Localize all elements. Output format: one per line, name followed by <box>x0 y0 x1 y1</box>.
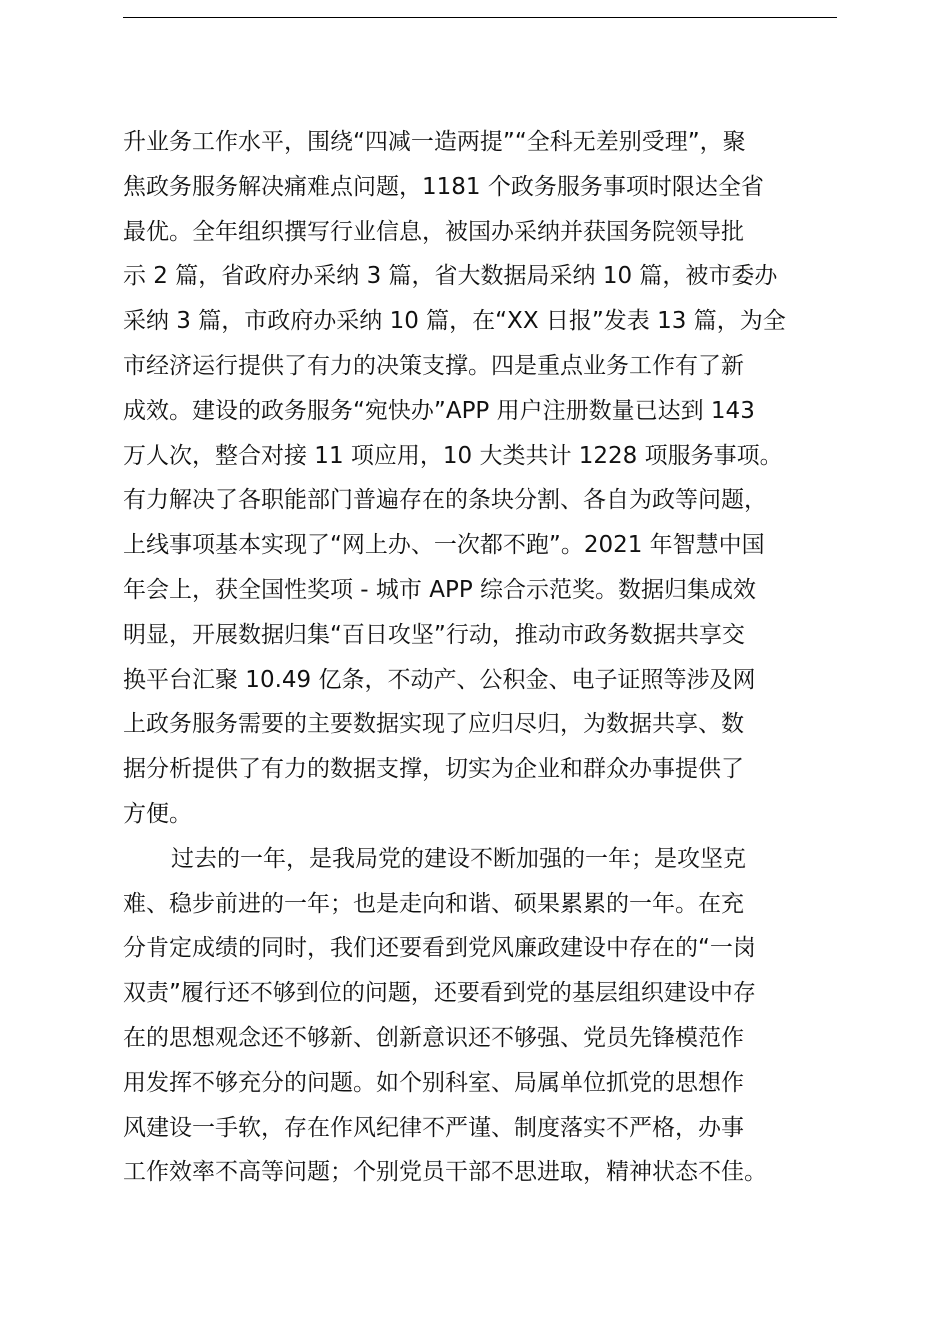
text-line: 换平台汇聚 10.49 亿条，不动产、公积金、电子证照等涉及网 <box>123 666 756 693</box>
text-line: 明显，开展数据归集“百日攻坚”行动，推动市政务数据共享交 <box>123 621 745 648</box>
text-line: 升业务工作水平，围绕“四减一造两提”“全科无差别受理”，聚 <box>123 129 746 155</box>
text-line: 过去的一年，是我局党的建设不断加强的一年；是攻坚克 <box>171 845 746 872</box>
text-line: 成效。建设的政务服务“宛快办”APP 用户注册数量已达到 143 <box>123 397 755 424</box>
text-line: 焦政务服务解决痛难点问题，1181 个政务服务事项时限达全省 <box>123 173 764 200</box>
text-line: 万人次，整合对接 11 项应用，10 大类共计 1228 项服务事项。 <box>123 442 783 469</box>
text-line: 采纳 3 篇，市政府办采纳 10 篇，在“XX 日报”发表 13 篇，为全 <box>123 308 786 335</box>
text-line: 风建设一手软，存在作风纪律不严谨、制度落实不严格，办事 <box>123 1114 744 1141</box>
text-line: 工作效率不高等问题；个别党员干部不思进取，精神状态不佳。 <box>123 1159 767 1186</box>
text-line: 方便。 <box>123 800 192 827</box>
text-line: 最优。全年组织撰写行业信息，被国办采纳并获国务院领导批 <box>123 218 744 245</box>
text-line: 难、稳步前进的一年；也是走向和谐、硕果累累的一年。在充 <box>123 890 744 917</box>
paragraph-2 <box>123 837 883 1195</box>
text-line: 上政务服务需要的主要数据实现了应归尽归，为数据共享、数 <box>123 711 744 738</box>
text-line: 据分析提供了有力的数据支撑，切实为企业和群众办事提供了 <box>123 756 744 783</box>
text-line: 示 2 篇，省政府办采纳 3 篇，省大数据局采纳 10 篇，被市委办 <box>123 263 778 290</box>
text-line: 市经济运行提供了有力的决策支撑。四是重点业务工作有了新 <box>123 352 744 379</box>
text-line: 在的思想观念还不够新、创新意识还不够强、党员先锋模范作 <box>123 1024 744 1051</box>
header-rule <box>123 17 837 18</box>
text-line: 年会上，获全国性奖项 - 城市 APP 综合示范奖。数据归集成效 <box>123 576 757 603</box>
text-line: 有力解决了各职能部门普遍存在的条块分割、各自为政等问题， <box>123 487 767 514</box>
text-line: 上线事项基本实现了“网上办、一次都不跑”。2021 年智慧中国 <box>123 532 765 559</box>
paragraph-1 <box>123 120 883 837</box>
text-line: 用发挥不够充分的问题。如个别科室、局属单位抓党的思想作 <box>123 1069 744 1096</box>
text-line: 分肯定成绩的同时，我们还要看到党风廉政建设中存在的“一岗 <box>123 935 756 962</box>
text-line: 双责”履行还不够到位的问题，还要看到党的基层组织建设中存 <box>123 980 756 1007</box>
body-text <box>123 120 883 1195</box>
